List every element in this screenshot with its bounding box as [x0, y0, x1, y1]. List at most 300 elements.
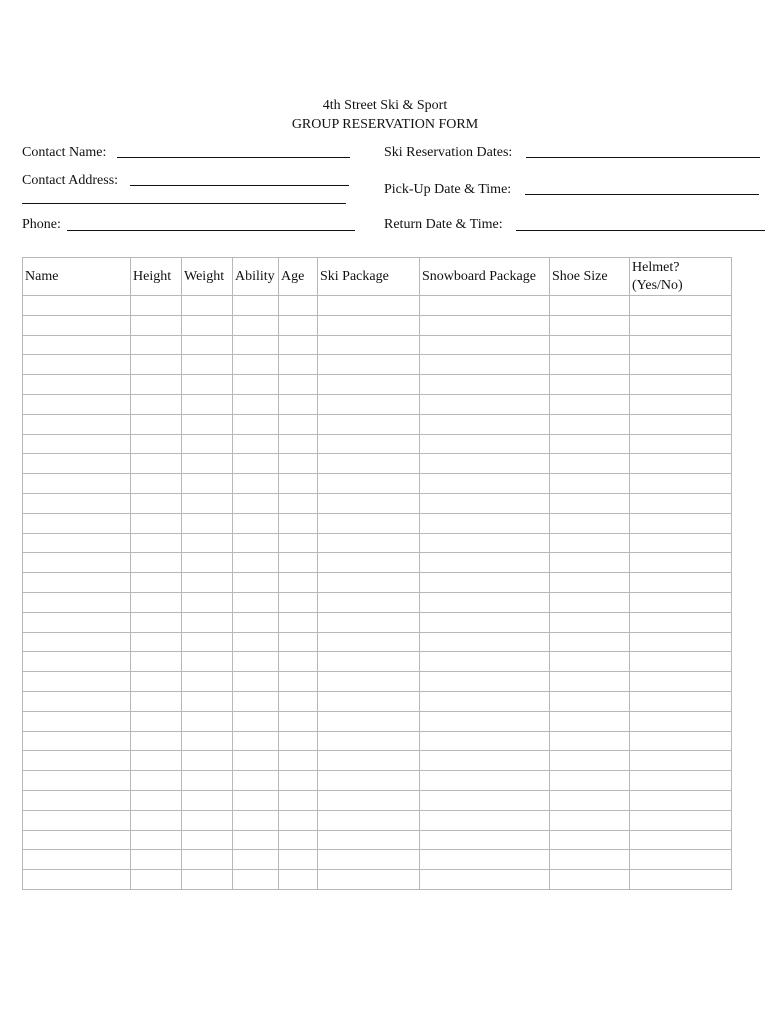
table-cell[interactable]: [630, 771, 732, 791]
table-cell[interactable]: [318, 790, 420, 810]
table-cell[interactable]: [233, 870, 279, 890]
table-cell[interactable]: [420, 592, 550, 612]
table-cell[interactable]: [182, 810, 233, 830]
table-cell[interactable]: [131, 771, 182, 791]
table-cell[interactable]: [23, 711, 131, 731]
contact-name-field[interactable]: [117, 157, 350, 158]
table-cell[interactable]: [279, 533, 318, 553]
table-cell[interactable]: [630, 513, 732, 533]
table-cell[interactable]: [182, 454, 233, 474]
table-cell[interactable]: [420, 414, 550, 434]
table-cell[interactable]: [550, 513, 630, 533]
table-cell[interactable]: [279, 691, 318, 711]
table-cell[interactable]: [550, 711, 630, 731]
column-header-helmet: Helmet? (Yes/No): [630, 258, 732, 296]
table-cell[interactable]: [630, 850, 732, 870]
table-cell[interactable]: [420, 672, 550, 692]
table-cell[interactable]: [233, 533, 279, 553]
table-cell[interactable]: [550, 731, 630, 751]
table-cell[interactable]: [279, 394, 318, 414]
table-cell[interactable]: [420, 493, 550, 513]
table-cell[interactable]: [23, 394, 131, 414]
table-cell[interactable]: [550, 573, 630, 593]
table-cell[interactable]: [131, 335, 182, 355]
table-cell[interactable]: [131, 672, 182, 692]
table-cell[interactable]: [279, 335, 318, 355]
table-cell[interactable]: [131, 553, 182, 573]
table-cell[interactable]: [550, 810, 630, 830]
table-cell[interactable]: [23, 731, 131, 751]
table-cell[interactable]: [23, 296, 131, 316]
table-cell[interactable]: [233, 810, 279, 830]
table-cell[interactable]: [318, 573, 420, 593]
table-cell[interactable]: [131, 691, 182, 711]
table-cell[interactable]: [279, 474, 318, 494]
table-cell[interactable]: [420, 790, 550, 810]
table-cell[interactable]: [318, 375, 420, 395]
table-cell[interactable]: [23, 691, 131, 711]
table-cell[interactable]: [233, 691, 279, 711]
table-row: [23, 691, 732, 711]
table-row: [23, 434, 732, 454]
table-cell[interactable]: [131, 414, 182, 434]
table-cell[interactable]: [550, 474, 630, 494]
table-cell[interactable]: [550, 612, 630, 632]
table-cell[interactable]: [630, 672, 732, 692]
table-cell[interactable]: [550, 691, 630, 711]
table-cell[interactable]: [420, 553, 550, 573]
table-cell[interactable]: [131, 355, 182, 375]
table-cell[interactable]: [182, 434, 233, 454]
table-cell[interactable]: [131, 612, 182, 632]
contact-address-field[interactable]: [130, 185, 349, 186]
table-cell[interactable]: [550, 394, 630, 414]
table-cell[interactable]: [23, 335, 131, 355]
table-cell[interactable]: [318, 731, 420, 751]
table-cell[interactable]: [233, 355, 279, 375]
table-cell[interactable]: [182, 315, 233, 335]
table-cell[interactable]: [182, 652, 233, 672]
table-cell[interactable]: [233, 454, 279, 474]
table-row: [23, 315, 732, 335]
table-cell[interactable]: [550, 850, 630, 870]
table-cell[interactable]: [550, 355, 630, 375]
table-cell[interactable]: [23, 434, 131, 454]
table-cell[interactable]: [233, 553, 279, 573]
table-cell[interactable]: [318, 652, 420, 672]
table-cell[interactable]: [279, 493, 318, 513]
table-cell[interactable]: [420, 711, 550, 731]
table-row: [23, 612, 732, 632]
table-cell[interactable]: [630, 810, 732, 830]
table-cell[interactable]: [630, 296, 732, 316]
table-cell[interactable]: [550, 335, 630, 355]
table-cell[interactable]: [182, 474, 233, 494]
table-cell[interactable]: [420, 355, 550, 375]
table-cell[interactable]: [550, 296, 630, 316]
table-cell[interactable]: [550, 652, 630, 672]
table-cell[interactable]: [23, 454, 131, 474]
table-cell[interactable]: [318, 850, 420, 870]
table-cell[interactable]: [550, 315, 630, 335]
table-cell[interactable]: [420, 375, 550, 395]
table-cell[interactable]: [550, 533, 630, 553]
table-cell[interactable]: [233, 592, 279, 612]
table-cell[interactable]: [233, 612, 279, 632]
table-cell[interactable]: [630, 751, 732, 771]
table-cell[interactable]: [279, 652, 318, 672]
table-cell[interactable]: [630, 731, 732, 751]
table-cell[interactable]: [23, 672, 131, 692]
table-cell[interactable]: [131, 573, 182, 593]
table-cell[interactable]: [420, 771, 550, 791]
table-cell[interactable]: [420, 474, 550, 494]
table-cell[interactable]: [420, 612, 550, 632]
table-cell[interactable]: [233, 632, 279, 652]
table-cell[interactable]: [23, 553, 131, 573]
table-cell[interactable]: [279, 731, 318, 751]
table-cell[interactable]: [318, 830, 420, 850]
table-cell[interactable]: [279, 454, 318, 474]
table-cell[interactable]: [630, 790, 732, 810]
table-cell[interactable]: [318, 454, 420, 474]
table-cell[interactable]: [233, 652, 279, 672]
table-cell[interactable]: [318, 632, 420, 652]
table-cell[interactable]: [23, 355, 131, 375]
table-cell[interactable]: [550, 830, 630, 850]
table-cell[interactable]: [318, 414, 420, 434]
table-cell[interactable]: [420, 513, 550, 533]
table-cell[interactable]: [23, 513, 131, 533]
table-cell[interactable]: [182, 414, 233, 434]
table-cell[interactable]: [318, 296, 420, 316]
table-cell[interactable]: [279, 830, 318, 850]
table-cell[interactable]: [550, 493, 630, 513]
column-header-ability: Ability: [233, 258, 279, 296]
table-cell[interactable]: [23, 790, 131, 810]
table-cell[interactable]: [420, 731, 550, 751]
table-cell[interactable]: [420, 434, 550, 454]
table-cell[interactable]: [279, 592, 318, 612]
table-cell[interactable]: [182, 573, 233, 593]
table-cell[interactable]: [279, 870, 318, 890]
table-cell[interactable]: [318, 612, 420, 632]
table-cell[interactable]: [318, 870, 420, 890]
table-cell[interactable]: [131, 830, 182, 850]
table-cell[interactable]: [23, 632, 131, 652]
table-cell[interactable]: [279, 612, 318, 632]
table-cell[interactable]: [318, 751, 420, 771]
table-cell[interactable]: [131, 533, 182, 553]
table-cell[interactable]: [420, 454, 550, 474]
pickup-date-time-field[interactable]: [525, 194, 759, 195]
table-cell[interactable]: [630, 414, 732, 434]
table-cell[interactable]: [131, 592, 182, 612]
table-cell[interactable]: [630, 632, 732, 652]
table-cell[interactable]: [182, 731, 233, 751]
table-cell[interactable]: [279, 553, 318, 573]
table-cell[interactable]: [630, 691, 732, 711]
table-cell[interactable]: [233, 474, 279, 494]
table-cell[interactable]: [420, 632, 550, 652]
ski-reservation-dates-label: Ski Reservation Dates:: [384, 145, 513, 160]
table-cell[interactable]: [131, 493, 182, 513]
table-cell[interactable]: [630, 830, 732, 850]
table-row: [23, 592, 732, 612]
table-cell[interactable]: [233, 573, 279, 593]
table-cell[interactable]: [233, 375, 279, 395]
table-cell[interactable]: [630, 493, 732, 513]
table-cell[interactable]: [131, 315, 182, 335]
table-cell[interactable]: [182, 612, 233, 632]
table-cell[interactable]: [233, 335, 279, 355]
table-row: [23, 751, 732, 771]
table-cell[interactable]: [233, 296, 279, 316]
form-title: GROUP RESERVATION FORM: [291, 117, 479, 132]
table-cell[interactable]: [420, 296, 550, 316]
column-header-name: Name: [23, 258, 131, 296]
table-cell[interactable]: [420, 652, 550, 672]
phone-field[interactable]: [67, 230, 355, 231]
table-cell[interactable]: [131, 731, 182, 751]
table-cell[interactable]: [131, 652, 182, 672]
table-cell[interactable]: [279, 375, 318, 395]
table-cell[interactable]: [23, 652, 131, 672]
table-cell[interactable]: [630, 394, 732, 414]
table-cell[interactable]: [182, 394, 233, 414]
table-cell[interactable]: [182, 830, 233, 850]
table-cell[interactable]: [23, 493, 131, 513]
table-cell[interactable]: [233, 493, 279, 513]
table-cell[interactable]: [182, 513, 233, 533]
table-cell[interactable]: [182, 335, 233, 355]
table-cell[interactable]: [233, 315, 279, 335]
table-cell[interactable]: [182, 870, 233, 890]
table-cell[interactable]: [279, 355, 318, 375]
table-cell[interactable]: [279, 573, 318, 593]
table-cell[interactable]: [279, 414, 318, 434]
table-cell[interactable]: [233, 672, 279, 692]
table-cell[interactable]: [23, 573, 131, 593]
table-cell[interactable]: [630, 434, 732, 454]
table-cell[interactable]: [182, 296, 233, 316]
table-cell[interactable]: [318, 592, 420, 612]
table-cell[interactable]: [23, 612, 131, 632]
table-cell[interactable]: [550, 870, 630, 890]
table-cell[interactable]: [420, 850, 550, 870]
table-cell[interactable]: [630, 553, 732, 573]
table-cell[interactable]: [630, 454, 732, 474]
table-row: [23, 573, 732, 593]
table-cell[interactable]: [131, 751, 182, 771]
table-cell[interactable]: [630, 612, 732, 632]
table-cell[interactable]: [23, 533, 131, 553]
table-cell[interactable]: [131, 790, 182, 810]
table-cell[interactable]: [550, 375, 630, 395]
table-cell[interactable]: [630, 870, 732, 890]
table-cell[interactable]: [233, 751, 279, 771]
table-cell[interactable]: [182, 553, 233, 573]
table-cell[interactable]: [182, 771, 233, 791]
table-cell[interactable]: [550, 632, 630, 652]
table-cell[interactable]: [182, 691, 233, 711]
table-cell[interactable]: [182, 493, 233, 513]
table-cell[interactable]: [420, 810, 550, 830]
table-cell[interactable]: [182, 711, 233, 731]
table-row: [23, 790, 732, 810]
table-cell[interactable]: [131, 375, 182, 395]
table-cell[interactable]: [131, 632, 182, 652]
table-cell[interactable]: [550, 592, 630, 612]
table-cell[interactable]: [233, 771, 279, 791]
table-cell[interactable]: [279, 513, 318, 533]
table-cell[interactable]: [630, 711, 732, 731]
table-cell[interactable]: [279, 315, 318, 335]
table-cell[interactable]: [318, 315, 420, 335]
table-cell[interactable]: [420, 830, 550, 850]
table-cell[interactable]: [131, 810, 182, 830]
table-cell[interactable]: [182, 850, 233, 870]
table-cell[interactable]: [23, 830, 131, 850]
table-cell[interactable]: [550, 751, 630, 771]
table-cell[interactable]: [23, 870, 131, 890]
table-cell[interactable]: [630, 592, 732, 612]
table-cell[interactable]: [279, 672, 318, 692]
table-cell[interactable]: [550, 790, 630, 810]
table-header-row: [23, 258, 732, 296]
table-cell[interactable]: [23, 474, 131, 494]
table-cell[interactable]: [182, 672, 233, 692]
table-cell[interactable]: [182, 355, 233, 375]
table-cell[interactable]: [318, 533, 420, 553]
return-date-time-field[interactable]: [516, 230, 765, 231]
table-cell[interactable]: [630, 355, 732, 375]
contact-address-field-line2[interactable]: [22, 203, 346, 204]
table-cell[interactable]: [550, 454, 630, 474]
table-cell[interactable]: [233, 790, 279, 810]
table-cell[interactable]: [233, 414, 279, 434]
table-cell[interactable]: [182, 632, 233, 652]
table-cell[interactable]: [279, 711, 318, 731]
table-cell[interactable]: [279, 850, 318, 870]
table-cell[interactable]: [233, 850, 279, 870]
table-cell[interactable]: [318, 335, 420, 355]
table-cell[interactable]: [233, 731, 279, 751]
table-cell[interactable]: [318, 394, 420, 414]
ski-reservation-dates-field[interactable]: [526, 157, 760, 158]
table-cell[interactable]: [279, 296, 318, 316]
reservation-table: [22, 257, 732, 890]
table-cell[interactable]: [23, 771, 131, 791]
table-cell[interactable]: [318, 691, 420, 711]
table-cell[interactable]: [420, 573, 550, 593]
table-cell[interactable]: [318, 493, 420, 513]
table-cell[interactable]: [23, 414, 131, 434]
table-cell[interactable]: [279, 790, 318, 810]
table-cell[interactable]: [182, 592, 233, 612]
table-cell[interactable]: [182, 375, 233, 395]
table-cell[interactable]: [630, 573, 732, 593]
column-header-weight: Weight: [182, 258, 233, 296]
table-cell[interactable]: [630, 533, 732, 553]
table-cell[interactable]: [23, 850, 131, 870]
table-cell[interactable]: [630, 375, 732, 395]
table-cell[interactable]: [630, 335, 732, 355]
table-cell[interactable]: [279, 632, 318, 652]
table-cell[interactable]: [420, 870, 550, 890]
table-cell[interactable]: [420, 335, 550, 355]
table-cell[interactable]: [131, 394, 182, 414]
table-cell[interactable]: [318, 672, 420, 692]
table-cell[interactable]: [182, 751, 233, 771]
table-cell[interactable]: [131, 850, 182, 870]
table-cell[interactable]: [131, 434, 182, 454]
table-cell[interactable]: [279, 771, 318, 791]
table-cell[interactable]: [420, 691, 550, 711]
table-cell[interactable]: [420, 394, 550, 414]
table-cell[interactable]: [23, 375, 131, 395]
table-cell[interactable]: [182, 790, 233, 810]
table-cell[interactable]: [131, 454, 182, 474]
table-cell[interactable]: [23, 810, 131, 830]
table-cell[interactable]: [23, 315, 131, 335]
table-row: [23, 493, 732, 513]
table-cell[interactable]: [131, 870, 182, 890]
table-row: [23, 375, 732, 395]
table-cell[interactable]: [131, 513, 182, 533]
table-cell[interactable]: [279, 751, 318, 771]
table-row: [23, 810, 732, 830]
table-cell[interactable]: [233, 434, 279, 454]
table-row: [23, 771, 732, 791]
table-cell[interactable]: [630, 652, 732, 672]
table-cell[interactable]: [550, 771, 630, 791]
table-row: [23, 394, 732, 414]
table-cell[interactable]: [550, 414, 630, 434]
table-cell[interactable]: [233, 513, 279, 533]
table-cell[interactable]: [23, 592, 131, 612]
table-cell[interactable]: [233, 830, 279, 850]
table-cell[interactable]: [233, 711, 279, 731]
table-cell[interactable]: [182, 533, 233, 553]
table-cell[interactable]: [550, 434, 630, 454]
table-cell[interactable]: [279, 810, 318, 830]
table-row: [23, 830, 732, 850]
table-cell[interactable]: [318, 711, 420, 731]
table-cell[interactable]: [23, 751, 131, 771]
table-cell[interactable]: [131, 296, 182, 316]
table-cell[interactable]: [279, 434, 318, 454]
table-cell[interactable]: [318, 355, 420, 375]
table-cell[interactable]: [318, 513, 420, 533]
table-cell[interactable]: [420, 751, 550, 771]
table-cell[interactable]: [131, 474, 182, 494]
table-cell[interactable]: [420, 533, 550, 553]
table-cell[interactable]: [318, 810, 420, 830]
table-cell[interactable]: [233, 394, 279, 414]
table-cell[interactable]: [550, 672, 630, 692]
table-cell[interactable]: [630, 474, 732, 494]
table-cell[interactable]: [318, 474, 420, 494]
return-date-time-label: Return Date & Time:: [384, 217, 503, 232]
table-cell[interactable]: [318, 771, 420, 791]
table-cell[interactable]: [131, 711, 182, 731]
table-cell[interactable]: [318, 553, 420, 573]
table-cell[interactable]: [318, 434, 420, 454]
table-cell[interactable]: [630, 315, 732, 335]
table-cell[interactable]: [420, 315, 550, 335]
table-cell[interactable]: [550, 553, 630, 573]
